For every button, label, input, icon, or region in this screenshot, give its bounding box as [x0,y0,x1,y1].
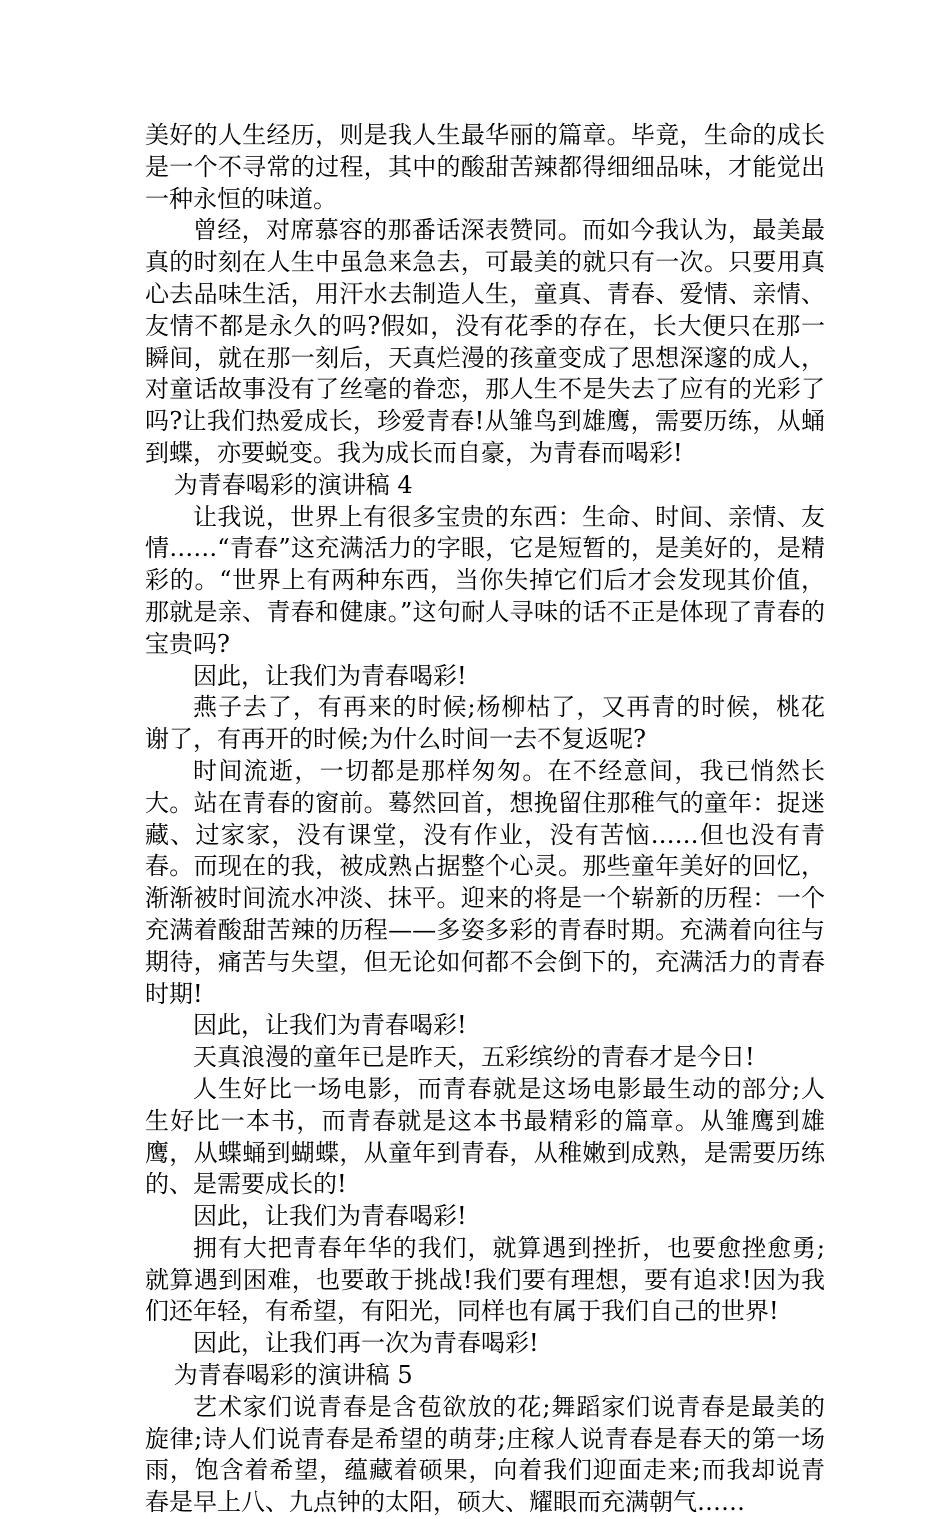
paragraph: 因此，让我们为青春喝彩! [193,1011,467,1040]
section-heading: 为青春喝彩的演讲稿 5 [173,1361,413,1390]
paragraph: 让我说，世界上有很多宝贵的东西：生命、时间、亲情、友情……“青春”这充满活力的字眼，它是短暂的，是美好的，是精彩的。“世界上有两种东西，当你失掉它们后才会发现其价值，那就是亲、青春和健康。”这句耐人寻味的话不正是体现了青春的宝贵吗? [145,502,825,658]
paragraph: 燕子去了，有再来的时候;杨柳枯了，又再青的时候，桃花谢了，有再开的时候;为什么时间一去不复返呢? [145,693,825,754]
paragraph: 因此，让我们为青春喝彩! [193,661,467,690]
paragraph: 时间流逝，一切都是那样匆匆。在不经意间，我已悄然长大。站在青春的窗前。蓦然回首，想挽留住那稚气的童年：捉迷藏、过家家，没有课堂，没有作业，没有苦恼……但也没有青春。而现在的我，被成熟占据整个心灵。那些童年美好的回忆，渐渐被时间流水冲淡、抹平。迎来的将是一个崭新的历程：一个充满着酸甜苦辣的历程——多姿多彩的青春时期。充满着向往与期待，痛苦与失望，但无论如何都不会倒下的，充满活力的青春时期! [145,756,825,1008]
paragraph: 因此，让我们为青春喝彩! [193,1202,467,1231]
paragraph: 艺术家们说青春是含苞欲放的花;舞蹈家们说青春是最美的旋律;诗人们说青春是希望的萌芽;庄稼人说青春是春天的第一场雨，饱含着希望，蕴藏着硕果，向着我们迎面走来;而我却说青春是早上八、九点钟的太阳，硕大、耀眼而充满朝气…… [145,1392,825,1517]
paragraph: 曾经，对席慕容的那番话深表赞同。而如今我认为，最美最真的时刻在人生中虽急来急去，可最美的就只有一次。只要用真心去品味生活，用汗水去制造人生，童真、青春、爱情、亲情、友情不都是永久的吗?假如，没有花季的存在，长大便只在那一瞬间，就在那一刻后，天真烂漫的孩童变成了思想深邃的成人，对童话故事没有了丝毫的眷恋，那人生不是失去了应有的光彩了吗?让我们热爱成长，珍爱青春!从雏鸟到雄鹰，需要历练，从蛹到蝶，亦要蜕变。我为成长而自豪，为青春而喝彩! [145,216,825,467]
paragraph: 人生好比一场电影，而青春就是这场电影最生动的部分;人生好比一本书，而青春就是这本书最精彩的篇章。从雏鹰到雄鹰，从蝶蛹到蝴蝶，从童年到青春，从稚嫩到成熟，是需要历练的、是需要成长的! [145,1074,825,1199]
paragraph: 美好的人生经历，则是我人生最华丽的篇章。毕竟，生命的成长是一个不寻常的过程，其中的酸甜苦辣都得细细品味，才能觉出一种永恒的味道。 [145,121,825,213]
section-heading: 为青春喝彩的演讲稿 4 [173,470,413,499]
document-page [145,120,825,1519]
paragraph: 拥有大把青春年华的我们，就算遇到挫折，也要愈挫愈勇;就算遇到困难，也要敢于挑战!我们要有理想，要有追求!因为我们还年轻，有希望，有阳光，同样也有属于我们自己的世界! [145,1233,825,1326]
paragraph: 因此，让我们再一次为青春喝彩! [193,1329,539,1358]
paragraph: 天真浪漫的童年已是昨天，五彩缤纷的青春才是今日! [193,1043,755,1072]
